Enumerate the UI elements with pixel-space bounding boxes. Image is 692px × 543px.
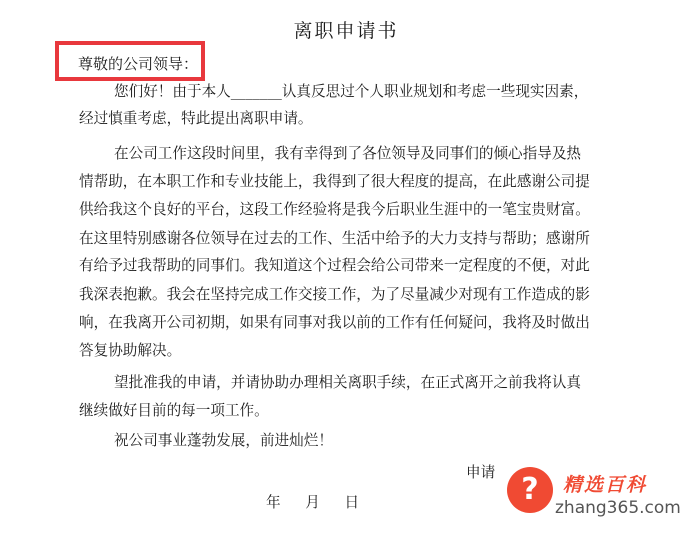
paragraph-line: 在公司工作这段时间里，我有幸得到了各位领导及同事们的倾心指导及热 (114, 145, 582, 162)
signature-label: 申请 (466, 464, 496, 481)
watermark-brand-name: 精选百科 (563, 474, 648, 496)
salutation: 尊敬的公司领导： (78, 55, 199, 73)
paragraph-line: 祝公司事业蓬勃发展，前进灿烂！ (114, 432, 333, 449)
watermark-url: zhang365.com (555, 498, 681, 518)
document-title: 离职申请书 (293, 20, 399, 42)
site-watermark (505, 465, 692, 535)
paragraph-line: 继续做好目前的每一项工作。 (79, 402, 269, 419)
question-mark-icon: ? (507, 467, 553, 513)
date-line: 年 月 日 (266, 494, 360, 511)
paragraph-line: 情帮助，在本职工作和专业技能上，我得到了很大程度的提高，在此感谢公司提 (79, 173, 590, 190)
paragraph-line: 供给我这个良好的平台，这段工作经验将是我今后职业生涯中的一笔宝贵财富。 (79, 201, 590, 218)
paragraph-line: 答复协助解决。 (79, 342, 182, 359)
paragraph-line: 我深表抱歉。我会在坚持完成工作交接工作，为了尽量减少对现有工作造成的影 (79, 286, 590, 303)
paragraph-line: 望批准我的申请，并请协助办理相关离职手续，在正式离开之前我将认真 (114, 374, 582, 391)
paragraph-line: 在这里特别感谢各位领导在过去的工作、生活中给予的大力支持与帮助；感谢所 (79, 230, 590, 247)
paragraph-line: 有给予过我帮助的同事们。我知道这个过程会给公司带来一定程度的不便，对此 (79, 257, 590, 274)
paragraph-line: 您们好！由于本人_______认真反思过个人职业规划和考虑一些现实因素， (114, 83, 589, 100)
paragraph-line: 响，在我离开公司初期，如果有同事对我以前的工作有任何疑问，我将及时做出 (79, 314, 590, 331)
paragraph-line: 经过慎重考虑，特此提出离职申请。 (79, 110, 313, 127)
